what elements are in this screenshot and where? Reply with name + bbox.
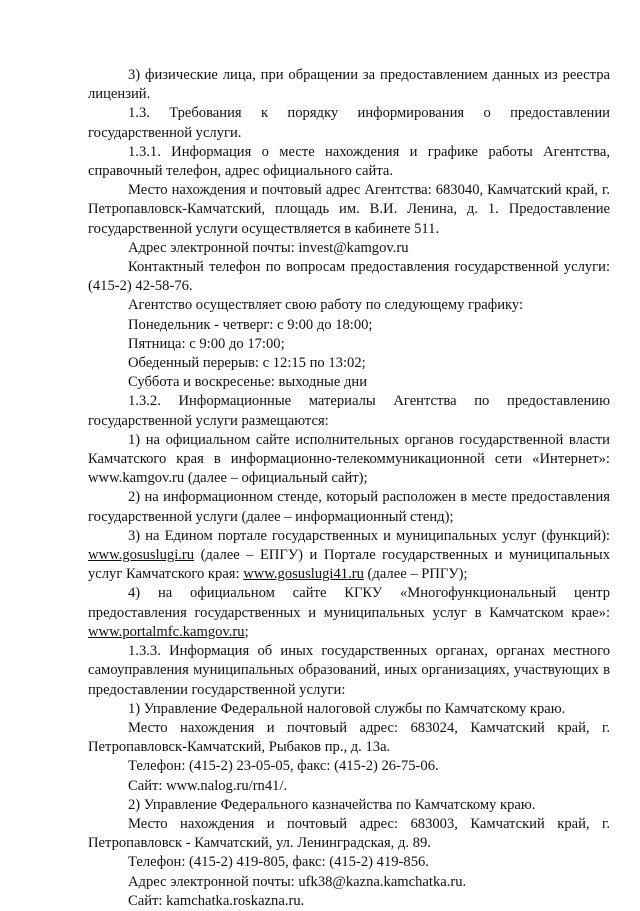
gosuslugi-link[interactable]: www.gosuslugi.ru	[88, 547, 195, 564]
schedule-lunch: Обеденный перерыв: с 12:15 по 13:02;	[128, 355, 366, 372]
org-site: Сайт: kamchatka.roskazna.ru.	[128, 892, 305, 909]
list-item	[88, 584, 610, 642]
subsection-heading: 1.3.3. Информация об иных государственных органах, органах местного самоуправления муниципальных образований, иных организациях, участвующих в предоставлении государственной услуги:	[88, 643, 610, 698]
subsection-heading: 1.3.1. Информация о месте нахождения и графике работы Агентства, справочный телефон, адрес официального сайта.	[88, 143, 610, 180]
org-address: Место нахождения и почтовый адрес: 683024, Камчатский край, г. Петропавловск-Камчатский, Рыбаков пр., д. 13а.	[88, 719, 610, 756]
list-item: 2) Управление Федерального казначейства по Камчатскому краю.	[128, 796, 536, 813]
portalmfc-link[interactable]: www.portalmfc.kamgov.ru	[88, 623, 245, 640]
schedule-mon-thu: Понедельник - четверг: с 9:00 до 18:00;	[128, 316, 373, 333]
text-span: ;	[244, 623, 249, 640]
list-item: 1) на официальном сайте исполнительных органов государственной власти Камчатского края в информационно-телекоммуникационной сети «Интернет»: www.kamgov.ru (далее – официальный сайт);	[88, 431, 610, 487]
subsection-heading: 1.3.2. Информационные материалы Агентства по предоставлению государственной услуги размещаются:	[88, 393, 610, 429]
org-site: Сайт: www.nalog.ru/rn41/.	[128, 777, 288, 794]
agency-address: Место нахождения и почтовый адрес Агентства: 683040, Камчатский край, г. Петропавловск-Камчатский, площадь им. В.И. Ленина, д. 1. Предоставление государственной услуги осуществляется в кабинете 511.	[88, 182, 610, 237]
org-email: Адрес электронной почты: ufk38@kazna.kamchatka.ru.	[128, 873, 467, 890]
org-phone: Телефон: (415-2) 23-05-05, факс: (415-2) 26-75-06.	[128, 758, 439, 775]
schedule-friday: Пятница: с 9:00 до 17:00;	[128, 335, 285, 352]
section-heading: 1.3. Требования к порядку информирования о предоставлении государственной услуги.	[88, 105, 610, 141]
agency-phone: Контактный телефон по вопросам предоставления государственной услуги: (415-2) 42-58-76.	[88, 259, 610, 295]
text-span: 4) на официальном сайте КГКУ «Многофункциональный центр предоставления государственных и муниципальных услуг в Камчатском крае»:	[88, 585, 610, 621]
gosuslugi41-link[interactable]: www.gosuslugi41.ru	[243, 566, 364, 583]
text-span: (далее – РПГУ);	[363, 566, 468, 583]
paragraph: 3) физические лица, при обращении за предоставлением данных из реестра лицензий.	[88, 67, 610, 103]
schedule-intro: Агентство осуществляет свою работу по следующему графику:	[128, 297, 524, 314]
text-span: (далее – ЕПГУ) и Портале государственных и муниципальных услуг Камчатского края:	[88, 547, 610, 583]
list-item: 1) Управление Федеральной налоговой службы по Камчатскому краю.	[128, 700, 566, 717]
document-page	[88, 66, 610, 911]
list-item	[88, 527, 610, 585]
org-phone: Телефон: (415-2) 419-805, факс: (415-2) 419-856.	[128, 854, 429, 871]
text-span: 3) на Едином портале государственных и муниципальных услуг (функций):	[128, 527, 610, 544]
org-address: Место нахождения и почтовый адрес: 683003, Камчатский край, г. Петропавловск - Камчатский, ул. Ленинградская, д. 89.	[88, 815, 610, 852]
agency-email: Адрес электронной почты: invest@kamgov.ru	[128, 239, 409, 256]
list-item: 2) на информационном стенде, который расположен в месте предоставления государственной услуги (далее – информационный стенд);	[88, 489, 610, 525]
schedule-weekend: Суббота и воскресенье: выходные дни	[128, 374, 368, 391]
